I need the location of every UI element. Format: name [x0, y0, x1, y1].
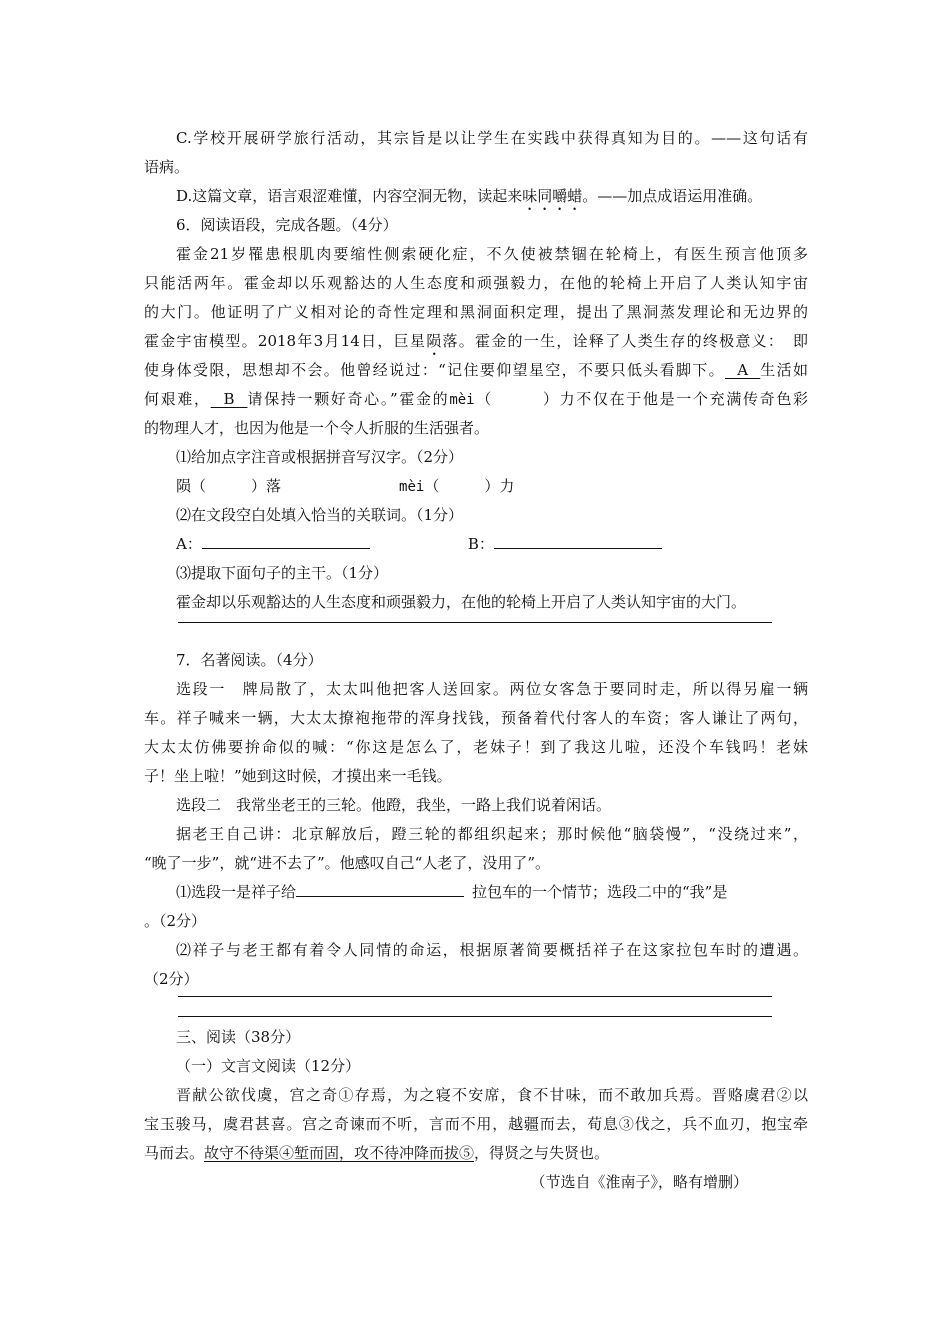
q7-s1-a: ⑴选段一是祥子给 [176, 883, 297, 901]
q7-s1-b: 拉包车的一个情节；选段二中的“我”是 [472, 883, 728, 901]
q7-sub2-line1: ⑵祥子与老王都有着令人同情的命运，根据原著简要概括祥子在这家拉包车时的遭遇。 [176, 941, 808, 959]
q7-sub2-answer-area[interactable] [144, 994, 808, 1023]
blank-b[interactable]: B [210, 390, 248, 408]
c3-post: ，得贤之与失贤也。 [474, 1144, 610, 1162]
q6-sub3-sentence: 霍金却以乐观豁达的人生态度和顽强毅力，在他的轮椅上开启了人类认知宇宙的大门。 [176, 593, 747, 611]
underlined-sentence: 故守不待渠④堑而固，攻不待冲降而拔⑤ [204, 1144, 475, 1162]
q6-sub2-title: ⑵在文段空白处填入恰当的关联词。（1分） [176, 506, 464, 524]
dotted-idiom: 味同嚼蜡 [522, 187, 583, 205]
exam-page [144, 124, 808, 1197]
q6-sub1-answers [144, 472, 808, 501]
q6-sub3-answer-area[interactable] [144, 617, 808, 646]
q7-excerpt2-line2: 据老王自己讲：北京解放后，蹬三轮的都组织起来；那时候他“脑袋慢”，“没绕过来”， [176, 825, 808, 843]
q7-sub1-tail: 。（2分） [144, 912, 207, 930]
answer-b-field[interactable] [494, 532, 662, 549]
q6-p5-post: 生活如 [760, 361, 808, 379]
q7-excerpt1-line4: 子！坐上啦！”她到这时候，才摸出来一毛钱。 [144, 767, 452, 785]
q6-title: 6．阅读语段，完成各题。（4分） [176, 216, 398, 234]
classical-text-line2: 宝玉骏马，虞君甚喜。宫之奇谏而不听，言而不用，越疆而去，荀息③伐之，兵不血刃，抱宝牵 [144, 1115, 808, 1133]
answer-line [178, 1016, 772, 1017]
q5-option-c-line2: 语病。 [144, 158, 190, 176]
q6-p6-a: 何艰难， [144, 390, 211, 408]
q5-option-d-tail: 。——加点成语运用准确。 [582, 187, 763, 205]
q5-option-d-text: D.这篇文章，语言艰涩难懂，内容空洞无物，读起来 [176, 187, 523, 205]
q6-p4-pre: 霍金宇宙模型。2018年3月14日，巨星 [144, 332, 427, 350]
label-b: B： [467, 535, 494, 553]
answer-mei[interactable]: （ ）力 [424, 477, 515, 495]
q6-passage-line4 [144, 327, 808, 356]
pinyin-mei: mèi [449, 392, 475, 408]
q7-excerpt1-line2: 车。祥子喊来一辆，大太太撩袍拖带的浑身找钱，预备着代付客人的车资；客人谦让了两句， [144, 709, 808, 727]
label-a: A： [176, 535, 202, 553]
q7-sub2-line2: （2分） [144, 970, 199, 988]
q5-option-c-line1: C.学校开展研学旅行活动，其宗旨是以让学生在实践中获得真知为目的。——这句话有 [176, 129, 808, 147]
dotted-char-yun: 陨 [426, 332, 443, 350]
q6-sub1-title: ⑴给加点字注音或根据拼音写汉字。（2分） [176, 448, 464, 466]
pinyin-mei-label: mèi [399, 479, 425, 495]
q6-p4-post: 落。霍金的一生，诠释了人类生存的终极意义： 即 [442, 332, 808, 350]
q7-excerpt2-line1: 选段二 我常坐老王的三轮。他蹬，我坐，一路上我们说着闲话。 [176, 796, 612, 814]
answer-line [178, 996, 772, 997]
q5-option-d [144, 182, 808, 211]
q7-excerpt1-line1: 选段一 牌局散了，太太叫他把客人送回家。两位女客急于要同时走，所以得另雇一辆 [176, 680, 808, 698]
c3-pre: 马而去。 [144, 1144, 205, 1162]
q6-passage-line5 [144, 356, 808, 385]
q6-sub3-title: ⑶提取下面句子的主干。（1分） [176, 564, 389, 582]
classical-text-line3 [144, 1139, 808, 1168]
answer-yun[interactable]: 陨（ ）落 [176, 477, 282, 495]
q7-sub1 [144, 878, 808, 907]
source-citation: （节选自《淮南子》，略有增删） [530, 1173, 748, 1191]
q7-excerpt1-line3: 大太太仿佛要拚命似的喊：“你这是怎么了，老妹子！到了我这儿啦，还没个车钱吗！老妹 [144, 738, 808, 756]
q6-passage-line6 [144, 385, 808, 414]
answer-a-field[interactable] [202, 532, 370, 549]
q7-title: 7．名著阅读。（4分） [176, 651, 323, 669]
q6-passage-line2: 只能活两年。霍金却以乐观豁达的人生态度和顽强毅力，在他的轮椅上开启了人类认知宇宙 [144, 274, 808, 292]
section3-title: 三、阅读（38分） [176, 1028, 301, 1046]
section3-subtitle: （一）文言文阅读（12分） [176, 1057, 361, 1075]
q6-p6-c: （ ）力不仅在于他是一个充满传奇色彩 [474, 390, 808, 408]
q6-passage-line1: 霍金21岁罹患根肌肉要缩性侧索硬化症，不久使被禁锢在轮椅上，有医生预言他顶多 [176, 245, 808, 263]
blank-a[interactable]: A [725, 361, 761, 379]
q6-p6-b: 请保持一颗好奇心。”霍金的 [247, 390, 450, 408]
classical-text-line1: 晋献公欲伐虞，宫之奇①存焉，为之寝不安席，食不甘味，而不敢加兵焉。晋赂虞君②以 [176, 1086, 808, 1104]
answer-employer-field[interactable] [296, 880, 464, 897]
q6-sub2-answers [144, 530, 808, 559]
q6-p5-pre: 使身体受限，思想却不会。他曾经说过：“记住要仰望星空，不要只低头看脚下。 [144, 361, 726, 379]
q6-passage-line3: 的大门。他证明了广义相对论的奇性定理和黑洞面积定理，提出了黑洞蒸发理论和无边界的 [144, 303, 808, 321]
q6-passage-line7: 的物理人才，也因为他是一个令人折服的生活强者。 [144, 419, 490, 437]
answer-line [178, 622, 772, 623]
q7-excerpt2-line3: “晚了一步”，就“进不去了”。他感叹自己“人老了，没用了”。 [144, 854, 551, 872]
